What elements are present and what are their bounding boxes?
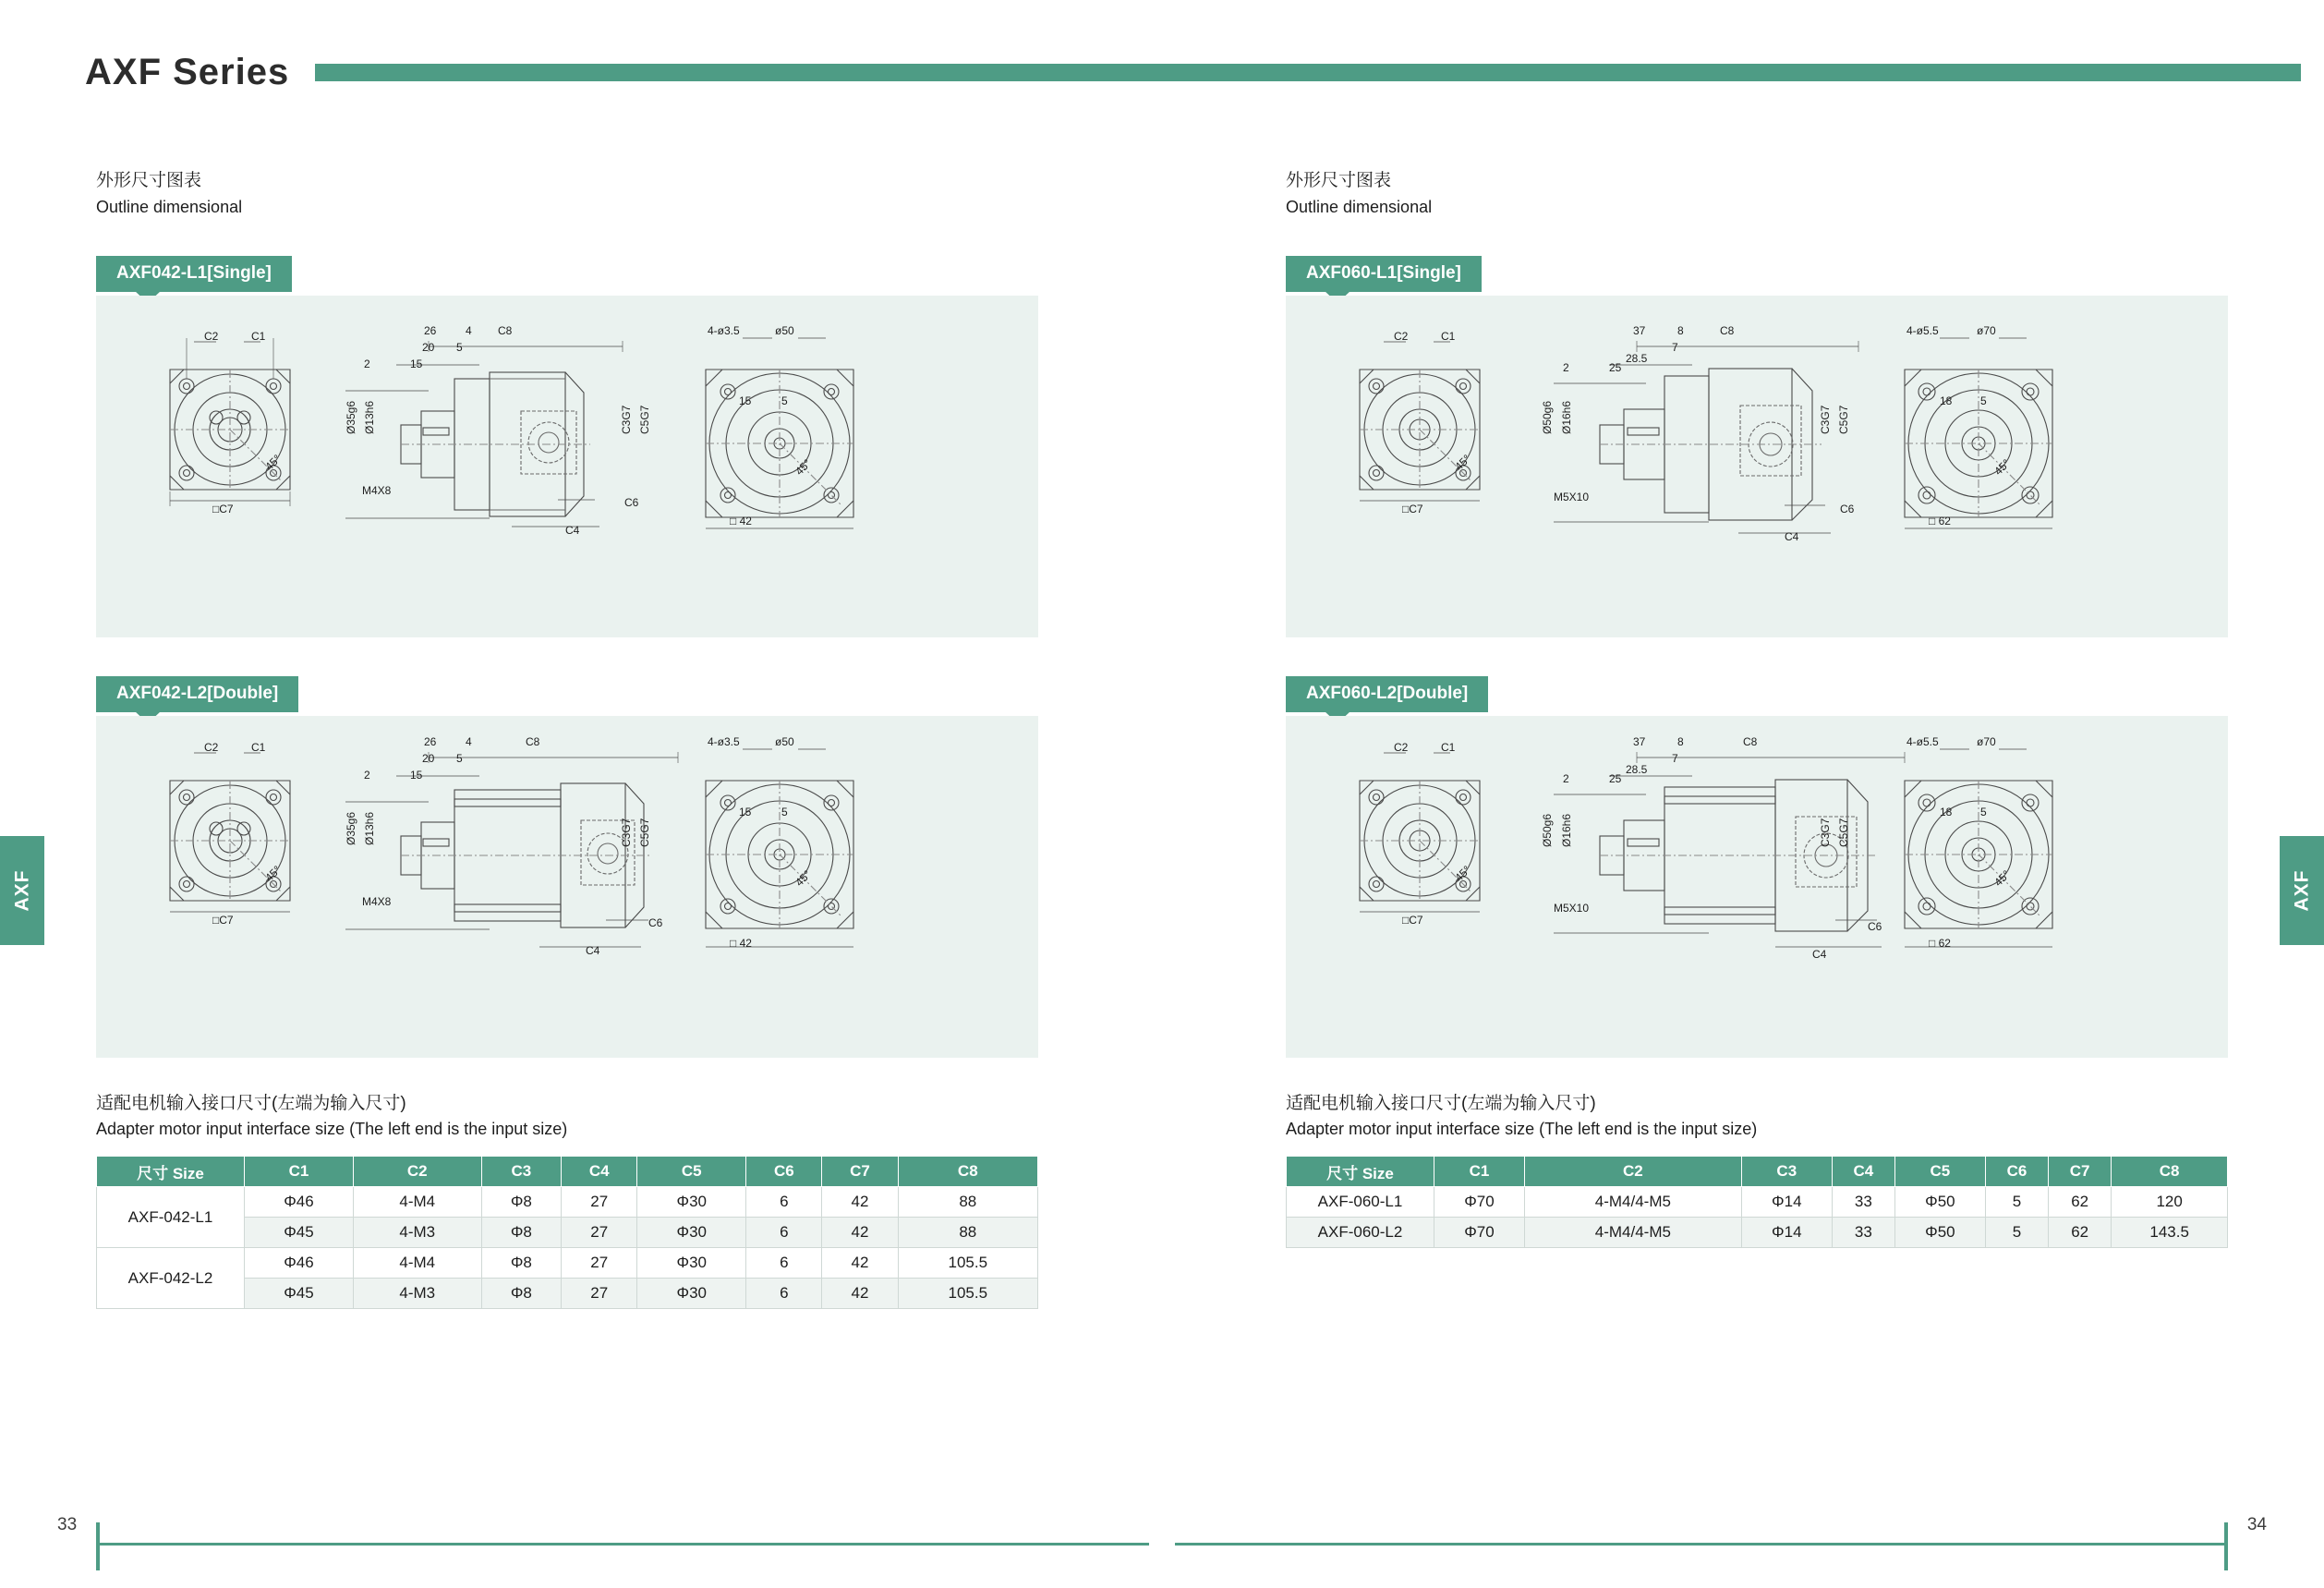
svg-text:45°: 45° xyxy=(262,452,284,474)
svg-text:C8: C8 xyxy=(1743,735,1758,748)
footer-rule-right xyxy=(2224,1522,2228,1570)
svg-text:□ 62: □ 62 xyxy=(1929,515,1951,527)
svg-text:7: 7 xyxy=(1672,341,1678,354)
svg-text:C5G7: C5G7 xyxy=(638,405,651,434)
cell-c3: Φ8 xyxy=(481,1248,562,1279)
cell-size: AXF-060-L1 xyxy=(1287,1187,1434,1218)
svg-text:15: 15 xyxy=(739,806,752,818)
cell-c4: 27 xyxy=(562,1279,637,1309)
th-c3: C3 xyxy=(1741,1157,1832,1187)
left-column xyxy=(96,166,1075,1309)
cell-size: AXF-042-L2 xyxy=(97,1248,245,1309)
technical-drawing-axf042-l1 xyxy=(96,296,1038,637)
right-heading-en: Outline dimensional xyxy=(1286,198,1433,216)
svg-text:4-ø5.5: 4-ø5.5 xyxy=(1906,324,1939,337)
left-block1-flag: AXF042-L1[Single] xyxy=(96,256,292,292)
svg-text:2: 2 xyxy=(364,358,370,370)
svg-text:26: 26 xyxy=(424,324,437,337)
cell-c4: 27 xyxy=(562,1187,637,1218)
cell-c7: 42 xyxy=(822,1279,898,1309)
svg-text:C3G7: C3G7 xyxy=(620,405,633,434)
cell-c3: Φ14 xyxy=(1741,1187,1832,1218)
cell-c7: 42 xyxy=(822,1248,898,1279)
svg-text:□ 62: □ 62 xyxy=(1929,937,1951,950)
svg-text:45°: 45° xyxy=(1452,452,1473,474)
cell-c3: Φ8 xyxy=(481,1218,562,1248)
svg-text:25: 25 xyxy=(1609,361,1622,374)
right-heading-cn: 外形尺寸图表 xyxy=(1286,171,1392,190)
cell-c2: 4-M4 xyxy=(353,1248,481,1279)
cell-c5: Φ30 xyxy=(637,1248,746,1279)
svg-text:M4X8: M4X8 xyxy=(362,484,392,497)
svg-text:C6: C6 xyxy=(1840,503,1855,515)
cell-c4: 33 xyxy=(1832,1218,1894,1248)
right-block1-drawing xyxy=(1286,296,2228,637)
svg-text:ø70: ø70 xyxy=(1977,324,1996,337)
right-block1-flag-wrap xyxy=(1286,256,2265,291)
svg-text:5: 5 xyxy=(1980,806,1987,818)
svg-text:18: 18 xyxy=(1940,394,1953,407)
th-c4: C4 xyxy=(562,1157,637,1187)
svg-text:Ø13h6: Ø13h6 xyxy=(363,811,376,845)
svg-text:C2: C2 xyxy=(1394,330,1409,343)
cell-c4: 33 xyxy=(1832,1187,1894,1218)
th-c8: C8 xyxy=(2112,1157,2228,1187)
footer-rule-left xyxy=(96,1522,100,1570)
right-caption-en: Adapter motor input interface size (The left end is the input size) xyxy=(1286,1120,1758,1138)
svg-text:C4: C4 xyxy=(1812,948,1827,961)
page-header xyxy=(85,52,2301,93)
footer-rule-left-h xyxy=(96,1543,1149,1546)
left-caption-cn: 适配电机输入接口尺寸(左端为输入尺寸) xyxy=(96,1094,406,1113)
cell-c1: Φ46 xyxy=(245,1187,354,1218)
svg-text:4: 4 xyxy=(466,324,472,337)
svg-text:Ø13h6: Ø13h6 xyxy=(363,400,376,434)
left-block1-flag-wrap xyxy=(96,256,1075,291)
svg-text:15: 15 xyxy=(410,769,423,782)
svg-text:C2: C2 xyxy=(1394,741,1409,754)
cell-c5: Φ50 xyxy=(1894,1187,1985,1218)
cell-size: AXF-042-L1 xyxy=(97,1187,245,1248)
svg-text:M4X8: M4X8 xyxy=(362,895,392,908)
svg-text:2: 2 xyxy=(1563,772,1569,785)
svg-text:M5X10: M5X10 xyxy=(1554,491,1590,503)
svg-text:18: 18 xyxy=(1940,806,1953,818)
cell-c4: 27 xyxy=(562,1248,637,1279)
svg-text:□C7: □C7 xyxy=(1402,914,1423,927)
cell-c3: Φ14 xyxy=(1741,1218,1832,1248)
svg-text:Ø35g6: Ø35g6 xyxy=(345,811,357,845)
svg-text:45°: 45° xyxy=(793,456,814,479)
cell-c8: 120 xyxy=(2112,1187,2228,1218)
svg-text:Ø35g6: Ø35g6 xyxy=(345,400,357,434)
svg-text:15: 15 xyxy=(739,394,752,407)
svg-text:C1: C1 xyxy=(251,741,266,754)
svg-text:20: 20 xyxy=(422,341,435,354)
side-tab-left-label: AXF xyxy=(11,869,32,912)
left-heading-en: Outline dimensional xyxy=(96,198,243,216)
th-size: 尺寸 Size xyxy=(1287,1157,1434,1187)
cell-c8: 105.5 xyxy=(898,1248,1037,1279)
svg-text:28.5: 28.5 xyxy=(1626,763,1648,776)
header-accent-bar xyxy=(315,64,2301,81)
right-block2-drawing xyxy=(1286,716,2228,1058)
page-number-right: 34 xyxy=(2246,1515,2267,1534)
cell-c5: Φ50 xyxy=(1894,1218,1985,1248)
svg-text:20: 20 xyxy=(422,752,435,765)
svg-text:Ø16h6: Ø16h6 xyxy=(1560,400,1573,434)
svg-text:C8: C8 xyxy=(526,735,540,748)
svg-text:□C7: □C7 xyxy=(1402,503,1423,515)
cell-c8: 143.5 xyxy=(2112,1218,2228,1248)
right-block2-flag: AXF060-L2[Double] xyxy=(1286,676,1488,712)
svg-text:C2: C2 xyxy=(204,330,219,343)
right-column xyxy=(1286,166,2265,1248)
svg-text:5: 5 xyxy=(1980,394,1987,407)
svg-text:8: 8 xyxy=(1677,735,1684,748)
svg-text:C2: C2 xyxy=(204,741,219,754)
table-row xyxy=(97,1187,1038,1218)
footer-rule-right-h xyxy=(1175,1543,2228,1546)
cell-c5: Φ30 xyxy=(637,1187,746,1218)
svg-text:C3G7: C3G7 xyxy=(620,818,633,847)
svg-text:C4: C4 xyxy=(565,524,580,537)
svg-text:ø50: ø50 xyxy=(775,324,794,337)
th-c4: C4 xyxy=(1832,1157,1894,1187)
cell-c8: 88 xyxy=(898,1187,1037,1218)
svg-text:25: 25 xyxy=(1609,772,1622,785)
cell-c6: 5 xyxy=(1985,1218,2048,1248)
svg-text:8: 8 xyxy=(1677,324,1684,337)
svg-text:28.5: 28.5 xyxy=(1626,352,1648,365)
right-block2-flag-wrap xyxy=(1286,676,2265,711)
left-block2-flag: AXF042-L2[Double] xyxy=(96,676,298,712)
cell-c8: 88 xyxy=(898,1218,1037,1248)
svg-text:C3G7: C3G7 xyxy=(1819,818,1832,847)
technical-drawing-axf060-l1 xyxy=(1286,296,2228,637)
th-c1: C1 xyxy=(245,1157,354,1187)
cell-c6: 6 xyxy=(746,1187,822,1218)
th-c8: C8 xyxy=(898,1157,1037,1187)
svg-text:□ 42: □ 42 xyxy=(730,937,752,950)
cell-c2: 4-M3 xyxy=(353,1279,481,1309)
svg-text:C1: C1 xyxy=(1441,330,1456,343)
svg-text:C1: C1 xyxy=(251,330,266,343)
cell-c3: Φ8 xyxy=(481,1187,562,1218)
table-header-row xyxy=(1287,1157,2228,1187)
svg-text:45°: 45° xyxy=(1991,867,2013,890)
cell-c2: 4-M4 xyxy=(353,1187,481,1218)
svg-text:5: 5 xyxy=(456,752,463,765)
svg-text:37: 37 xyxy=(1633,735,1646,748)
svg-text:□C7: □C7 xyxy=(212,914,234,927)
svg-text:Ø50g6: Ø50g6 xyxy=(1541,813,1554,847)
cell-size: AXF-060-L2 xyxy=(1287,1218,1434,1248)
cell-c8: 105.5 xyxy=(898,1279,1037,1309)
cell-c6: 6 xyxy=(746,1248,822,1279)
svg-text:□ 42: □ 42 xyxy=(730,515,752,527)
table-header-row xyxy=(97,1157,1038,1187)
side-tab-left xyxy=(0,836,44,945)
svg-text:5: 5 xyxy=(781,394,788,407)
cell-c3: Φ8 xyxy=(481,1279,562,1309)
svg-text:2: 2 xyxy=(1563,361,1569,374)
left-block2-drawing xyxy=(96,716,1038,1058)
th-c5: C5 xyxy=(637,1157,746,1187)
svg-text:45°: 45° xyxy=(793,867,814,890)
right-block1-flag: AXF060-L1[Single] xyxy=(1286,256,1482,292)
left-heading-cn: 外形尺寸图表 xyxy=(96,171,202,190)
svg-text:□C7: □C7 xyxy=(212,503,234,515)
svg-text:C6: C6 xyxy=(624,496,639,509)
svg-text:C8: C8 xyxy=(498,324,513,337)
svg-text:C1: C1 xyxy=(1441,741,1456,754)
technical-drawing-axf060-l2 xyxy=(1286,716,2228,1021)
svg-text:Ø50g6: Ø50g6 xyxy=(1541,400,1554,434)
cell-c7: 42 xyxy=(822,1218,898,1248)
svg-text:C5G7: C5G7 xyxy=(1837,405,1850,434)
cell-c7: 62 xyxy=(2049,1218,2112,1248)
svg-text:4-ø5.5: 4-ø5.5 xyxy=(1906,735,1939,748)
cell-c1: Φ45 xyxy=(245,1218,354,1248)
svg-text:2: 2 xyxy=(364,769,370,782)
cell-c6: 6 xyxy=(746,1218,822,1248)
svg-text:45°: 45° xyxy=(1991,456,2013,479)
th-c7: C7 xyxy=(2049,1157,2112,1187)
svg-text:C8: C8 xyxy=(1720,324,1735,337)
cell-c1: Φ70 xyxy=(1434,1218,1525,1248)
cell-c5: Φ30 xyxy=(637,1279,746,1309)
svg-text:4-ø3.5: 4-ø3.5 xyxy=(708,324,740,337)
cell-c2: 4-M4/4-M5 xyxy=(1524,1187,1741,1218)
cell-c1: Φ70 xyxy=(1434,1187,1525,1218)
left-dimension-table xyxy=(96,1156,1038,1309)
svg-text:5: 5 xyxy=(456,341,463,354)
svg-text:C5G7: C5G7 xyxy=(638,818,651,847)
right-caption-cn: 适配电机输入接口尺寸(左端为输入尺寸) xyxy=(1286,1094,1596,1113)
svg-text:45°: 45° xyxy=(1452,863,1473,885)
svg-text:C6: C6 xyxy=(648,916,663,929)
svg-text:37: 37 xyxy=(1633,324,1646,337)
svg-text:26: 26 xyxy=(424,735,437,748)
svg-text:ø50: ø50 xyxy=(775,735,794,748)
th-size: 尺寸 Size xyxy=(97,1157,245,1187)
svg-text:7: 7 xyxy=(1672,752,1678,765)
left-block2-flag-wrap xyxy=(96,676,1075,711)
th-c1: C1 xyxy=(1434,1157,1525,1187)
svg-text:45°: 45° xyxy=(262,863,284,885)
svg-text:Ø16h6: Ø16h6 xyxy=(1560,813,1573,847)
left-caption-en: Adapter motor input interface size (The left end is the input size) xyxy=(96,1120,568,1138)
right-dimension-table xyxy=(1286,1156,2228,1248)
svg-text:C3G7: C3G7 xyxy=(1819,405,1832,434)
svg-text:C4: C4 xyxy=(586,944,600,957)
th-c2: C2 xyxy=(353,1157,481,1187)
cell-c6: 5 xyxy=(1985,1187,2048,1218)
th-c5: C5 xyxy=(1894,1157,1985,1187)
side-tab-right xyxy=(2280,836,2324,945)
left-block1-drawing xyxy=(96,296,1038,637)
cell-c7: 42 xyxy=(822,1187,898,1218)
th-c6: C6 xyxy=(746,1157,822,1187)
table-row xyxy=(1287,1218,2228,1248)
cell-c6: 6 xyxy=(746,1279,822,1309)
side-tab-right-label: AXF xyxy=(2291,869,2312,912)
svg-text:15: 15 xyxy=(410,358,423,370)
svg-text:C4: C4 xyxy=(1785,530,1799,543)
cell-c4: 27 xyxy=(562,1218,637,1248)
page-title: AXF Series xyxy=(85,52,290,92)
svg-text:ø70: ø70 xyxy=(1977,735,1996,748)
cell-c5: Φ30 xyxy=(637,1218,746,1248)
th-c2: C2 xyxy=(1524,1157,1741,1187)
th-c6: C6 xyxy=(1985,1157,2048,1187)
svg-text:4: 4 xyxy=(466,735,472,748)
cell-c2: 4-M3 xyxy=(353,1218,481,1248)
cell-c1: Φ45 xyxy=(245,1279,354,1309)
svg-text:M5X10: M5X10 xyxy=(1554,902,1590,915)
svg-text:C6: C6 xyxy=(1868,920,1882,933)
cell-c7: 62 xyxy=(2049,1187,2112,1218)
th-c3: C3 xyxy=(481,1157,562,1187)
page-number-left: 33 xyxy=(57,1515,78,1534)
svg-text:5: 5 xyxy=(781,806,788,818)
technical-drawing-axf042-l2 xyxy=(96,716,1038,1021)
cell-c1: Φ46 xyxy=(245,1248,354,1279)
svg-text:4-ø3.5: 4-ø3.5 xyxy=(708,735,740,748)
table-row xyxy=(97,1248,1038,1279)
th-c7: C7 xyxy=(822,1157,898,1187)
svg-text:C5G7: C5G7 xyxy=(1837,818,1850,847)
table-row xyxy=(1287,1187,2228,1218)
cell-c2: 4-M4/4-M5 xyxy=(1524,1218,1741,1248)
